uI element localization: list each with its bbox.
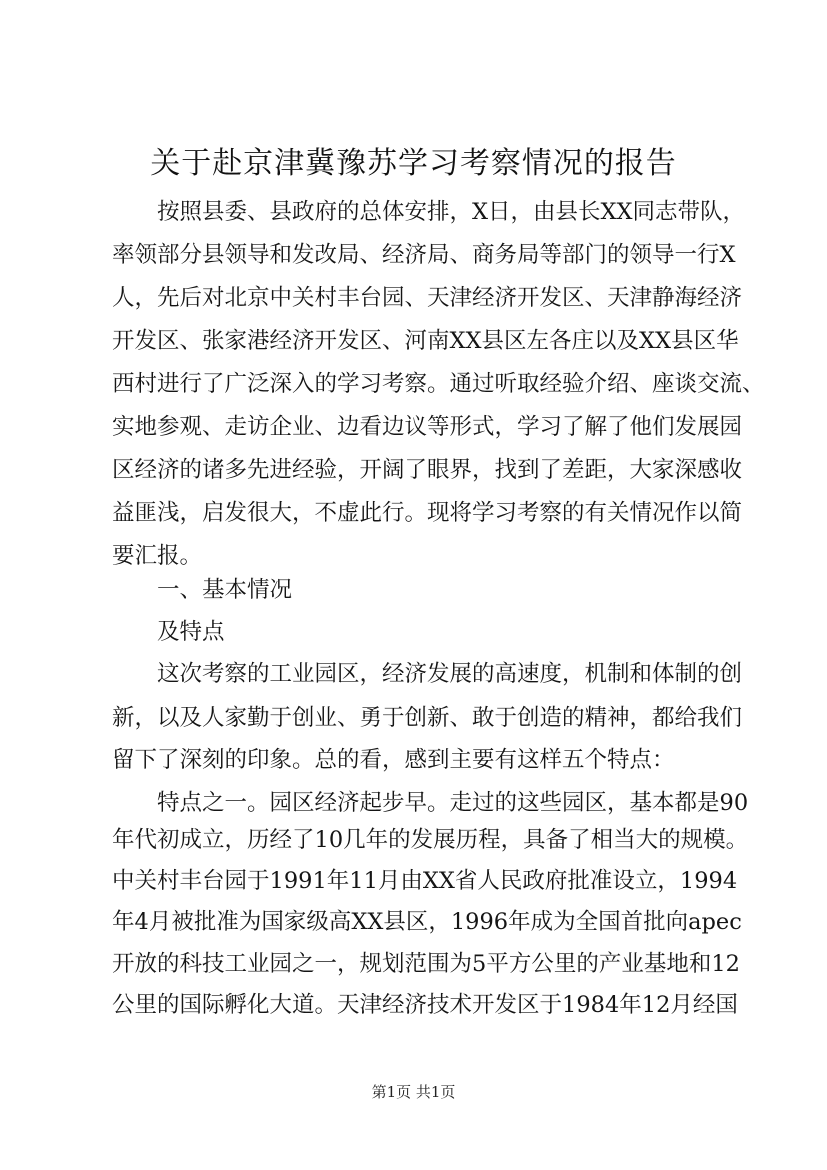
body-line-14: 留下了深刻的印象。总的看，感到主要有这样五个特点： (112, 747, 675, 773)
body-line-18: 年4月被批准为国家级高XX县区，1996年成为全国首批向apec (112, 909, 742, 935)
body-line-12: 这次考察的工业园区，经济发展的高速度，机制和体制的创 (157, 661, 743, 687)
body-line-8: 益匪浅，启发很大，不虚此行。现将学习考察的有关情况作以简 (112, 500, 743, 526)
body-line-20: 公里的国际孵化大道。天津经济技术开发区于1984年12月经国 (112, 992, 738, 1018)
body-line-1: 按照县委、县政府的总体安排，X日，由县长XX同志带队， (157, 199, 746, 225)
body-line-5: 西村进行了广泛深入的学习考察。通过听取经验介绍、座谈交流、 (112, 371, 765, 397)
section-heading-continued: 及特点 (157, 619, 225, 645)
page-number-footer: 第1页 共1页 (371, 1083, 456, 1101)
body-line-9: 要汇报。 (112, 543, 203, 569)
body-line-3: 人，先后对北京中关村丰台园、天津经济开发区、天津静海经济 (112, 285, 743, 311)
body-line-16: 年代初成立，历经了10几年的发展历程，具备了相当大的规模。 (112, 827, 749, 853)
document-title: 关于赴京津冀豫苏学习考察情况的报告 (150, 146, 677, 181)
body-line-15: 特点之一。园区经济起步早。走过的这些园区，基本都是90 (157, 790, 749, 816)
body-line-2: 率领部分县领导和发改局、经济局、商务局等部门的领导一行X (112, 242, 736, 268)
body-line-13: 新，以及人家勤于创业、勇于创新、敢于创造的精神，都给我们 (112, 705, 743, 731)
body-line-7: 区经济的诸多先进经验，开阔了眼界，找到了差距，大家深感收 (112, 457, 743, 483)
body-line-19: 开放的科技工业园之一，规划范围为5平方公里的产业基地和12 (112, 951, 740, 977)
body-line-6: 实地参观、走访企业、边看边议等形式，学习了解了他们发展园 (112, 414, 743, 440)
body-line-17: 中关村丰台园于1991年11月由XX省人民政府批准设立，1994 (112, 868, 738, 894)
section-heading: 一、基本情况 (157, 577, 293, 603)
body-line-4: 开发区、张家港经济开发区、河南XX县区左各庄以及XX县区华 (112, 328, 739, 354)
